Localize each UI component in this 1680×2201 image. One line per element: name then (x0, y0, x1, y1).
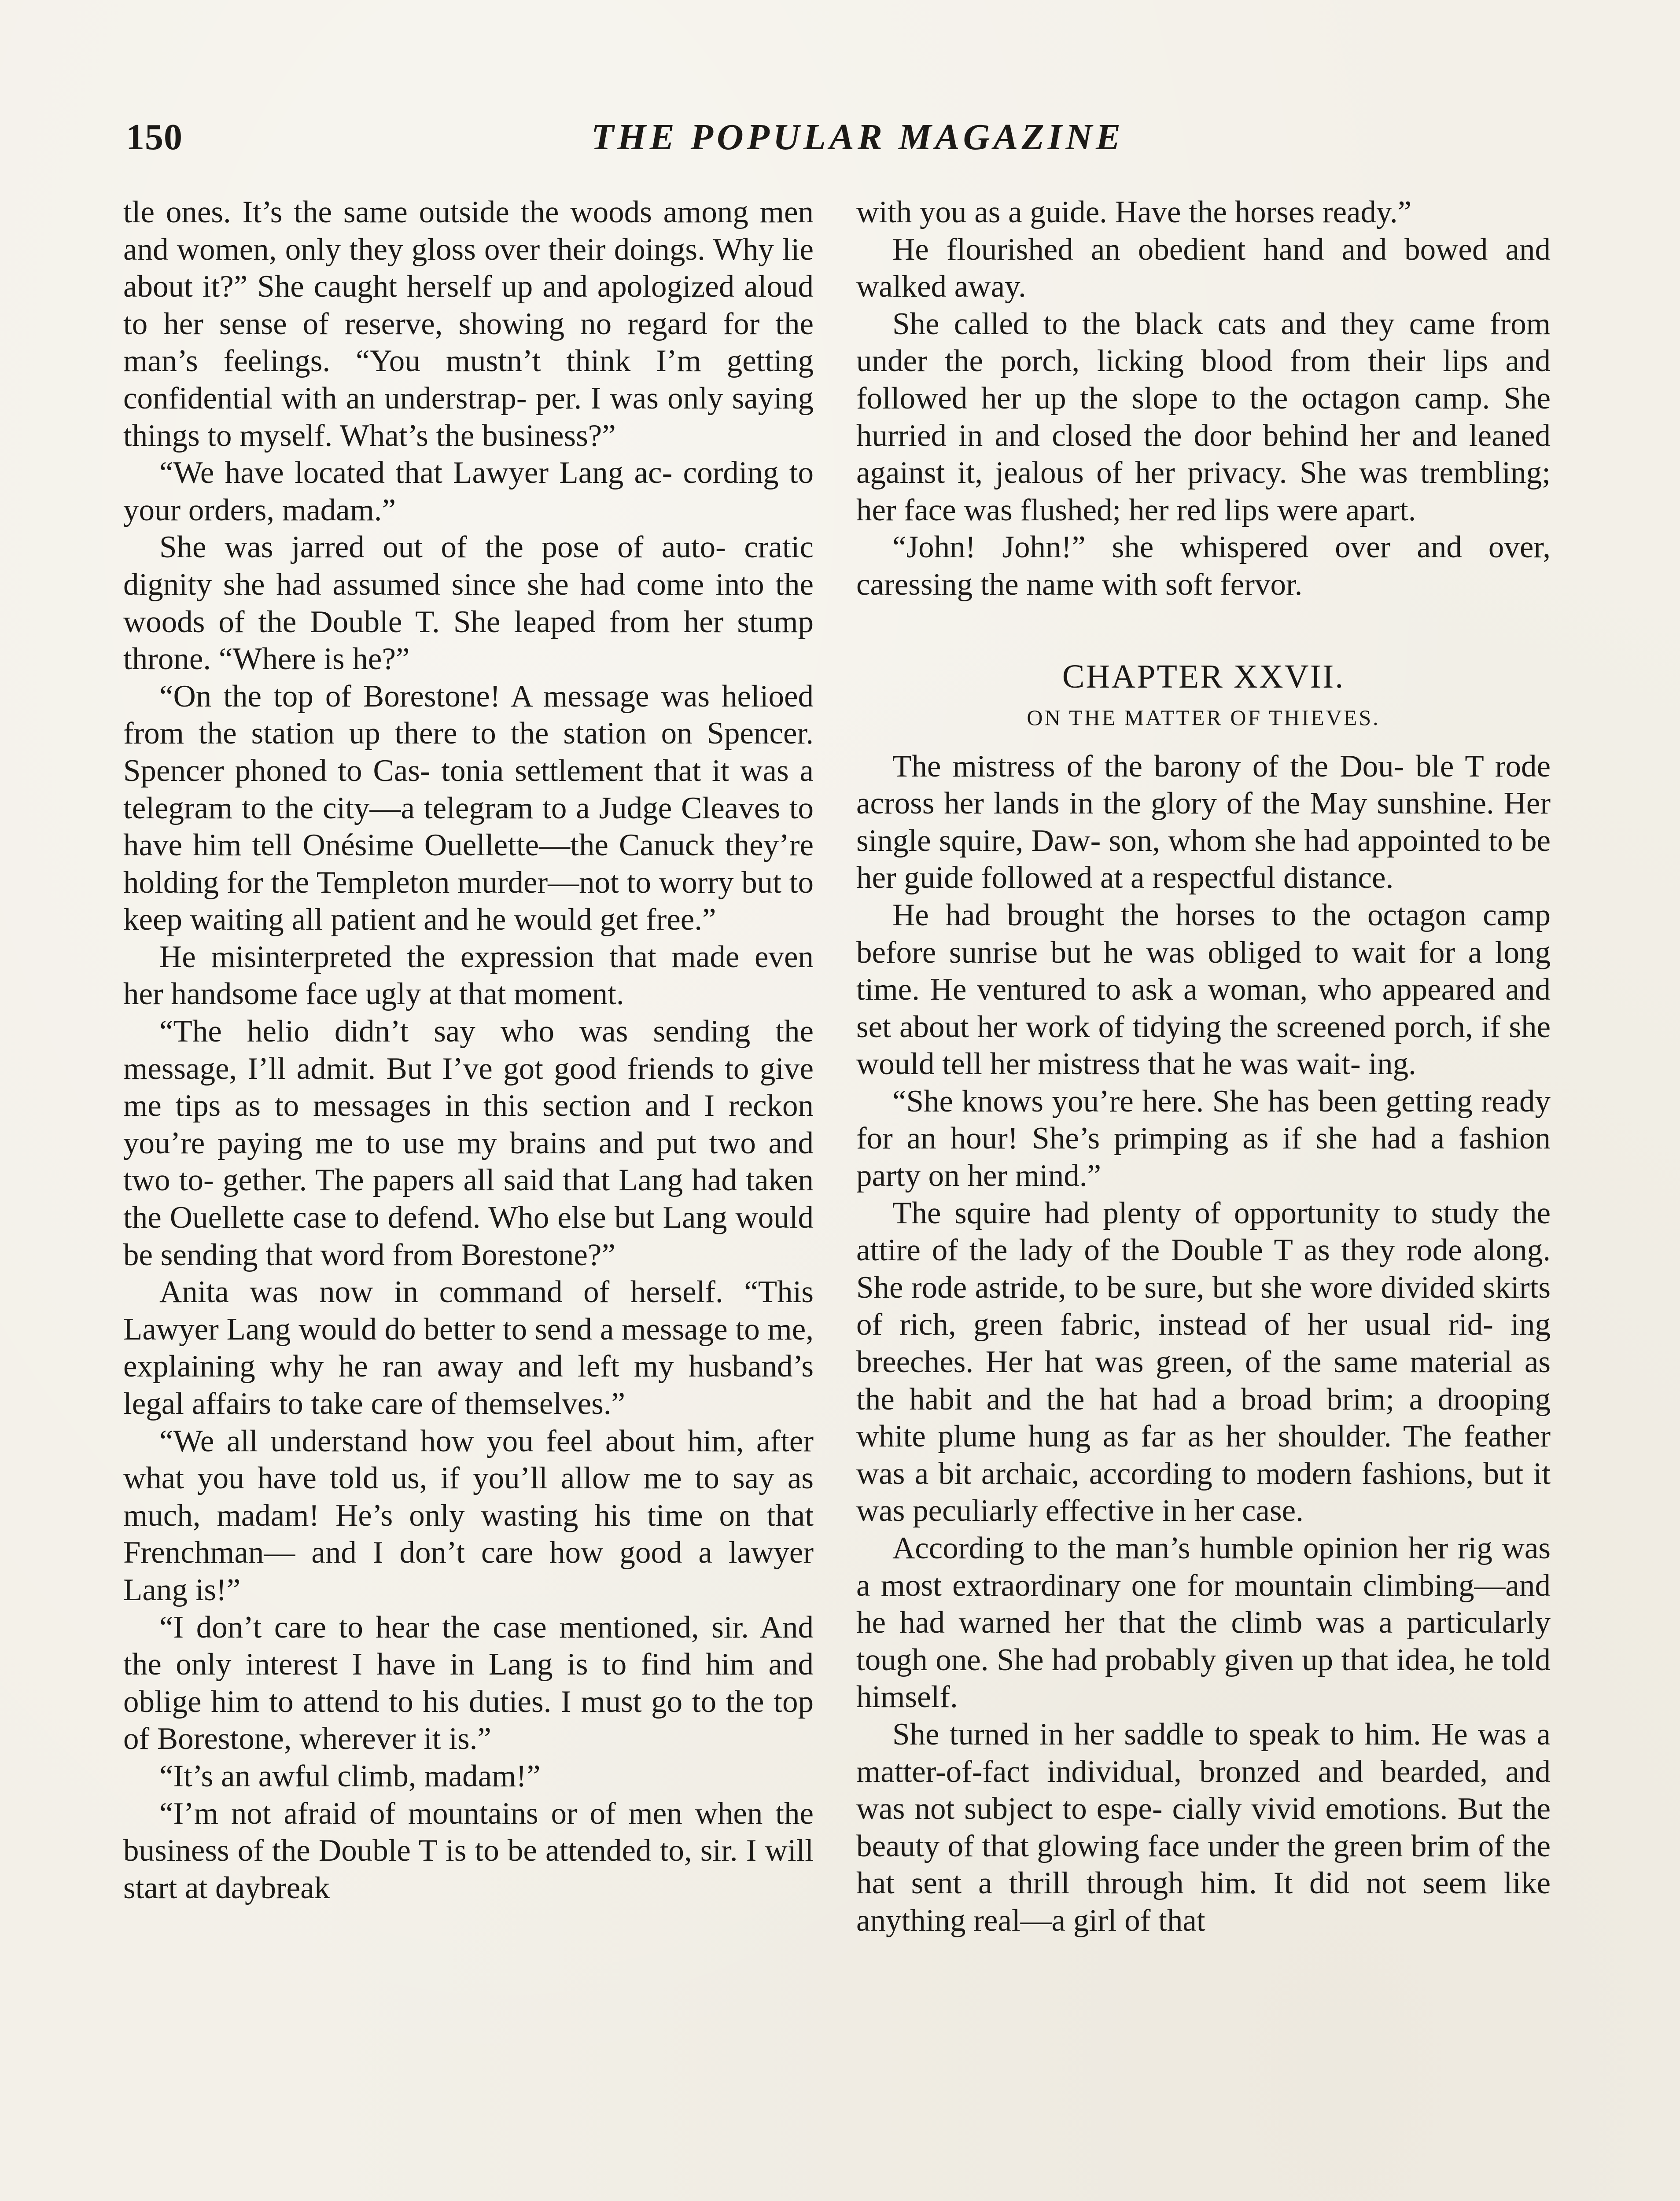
paragraph: She called to the black cats and they came from under the porch, licking blood from their lips and followed her up the slope to the octagon camp. She hurried in and closed the door behind her and leaned against it, jealous of her privacy. She was trembling; her face was flushed; her red lips were apart. (856, 306, 1551, 527)
right-column (856, 194, 1551, 1940)
paragraph: “The helio didn’t say who was sending the message, I’ll admit. But I’ve got good friends to give me tips as to messages in this section and I reckon you’re paying me to use my brains and put two and two to- gether. The papers all said that Lang had taken the Ouellette case to defend. Who else but Lang would be sending that word from Borestone?” (123, 1014, 814, 1272)
paragraph: “I’m not afraid of mountains or of men when the business of the Double T is to be attended to, sir. I will start at daybreak (123, 1796, 814, 1905)
paragraph: tle ones. It’s the same outside the woods among men and women, only they gloss over their doings. Why lie about it?” She caught herself up and apologized aloud to her sense of reserve, showing no regard for the man’s feelings. “You mustn’t think I’m getting confidential with an understrap- per. I was only saying things to myself. What’s the business?” (123, 195, 814, 453)
paragraph: The mistress of the barony of the Dou- ble T rode across her lands in the glory of the May sunshine. Her single squire, Daw- son, whom she had appointed to be her guide followed at a respectful distance. (856, 749, 1551, 895)
chapter-heading: CHAPTER XXVII. (1062, 658, 1345, 695)
paragraph: “On the top of Borestone! A message was helioed from the station up there to the station on Spencer. Spencer phoned to Cas- tonia settlement that it was a telegram to the city—a telegram to a Judge Cleaves to have him tell Onésime Ouellette—the Canuck they’re holding for the Templeton murder—not to worry but to keep waiting all patient and he would get free.” (123, 679, 814, 937)
paragraph: Anita was now in command of herself. “This Lawyer Lang would do better to send a message to me, explaining why he ran away and left my husband’s legal affairs to take care of themselves.” (123, 1275, 814, 1421)
paragraph: He misinterpreted the expression that made even her handsome face ugly at that moment. (123, 939, 814, 1012)
paragraph: She turned in her saddle to speak to him. He was a matter-of-fact individual, bronzed and bearded, and was not subject to espe- cially vivid emotions. But the beauty of that glowing face under the green brim of the hat sent a thrill through him. It did not seem like anything real—a girl of that (856, 1717, 1551, 1938)
paragraph: The squire had plenty of opportunity to study the attire of the lady of the Double T as they rode along. She rode astride, to be sure, but she wore divided skirts of rich, green fabric, instead of her usual rid- ing breeches. Her hat was green, of the same material as the habit and the hat had a broad brim; a drooping white plume hung as far as her shoulder. The feather was a bit archaic, according to modern fashions, but it was peculiarly effective in her case. (856, 1196, 1551, 1528)
paragraph: “We all understand how you feel about him, after what you have told us, if you’ll allow me to say as much, madam! He’s only wasting his time on that Frenchman— and I don’t care how good a lawyer Lang is!” (123, 1424, 814, 1607)
paragraph: “We have located that Lawyer Lang ac- cording to your orders, madam.” (123, 456, 814, 527)
paragraph: According to the man’s humble opinion her rig was a most extraordinary one for mountain climbing—and he had warned her that the climb was a particularly tough one. She had probably given up that idea, he told himself. (856, 1531, 1551, 1715)
paragraph: “I don’t care to hear the case mentioned, sir. And the only interest I have in Lang is to find him and oblige him to attend to his duties. I must go to the top of Borestone, wherever it is.” (123, 1610, 814, 1756)
left-column (123, 194, 814, 1907)
paragraph: He flourished an obedient hand and bowed and walked away. (856, 232, 1551, 304)
paragraph: “It’s an awful climb, madam!” (159, 1759, 541, 1793)
paragraph: She was jarred out of the pose of auto- cratic dignity she had assumed since she had come into the woods of the Double T. She leaped from her stump throne. “Where is he?” (123, 530, 814, 677)
magazine-title: THE POPULAR MAGAZINE (591, 117, 1124, 158)
page-number: 150 (126, 117, 183, 158)
paragraph: “She knows you’re here. She has been getting ready for an hour! She’s primping as if she had a fashion party on her mind.” (856, 1084, 1551, 1193)
paragraph: He had brought the horses to the octagon camp before sunrise but he was obliged to wait for a long time. He ventured to ask a woman, who appeared and set about her work of tidying the screened porch, if she would tell her mistress that he was wait- ing. (856, 898, 1551, 1082)
chapter-subheading: ON THE MATTER OF THIEVES. (1027, 705, 1380, 730)
paragraph: “John! John!” she whispered over and over, caressing the name with soft fervor. (856, 530, 1551, 602)
running-head (123, 115, 1557, 164)
paragraph: with you as a guide. Have the horses ready.” (856, 195, 1412, 229)
